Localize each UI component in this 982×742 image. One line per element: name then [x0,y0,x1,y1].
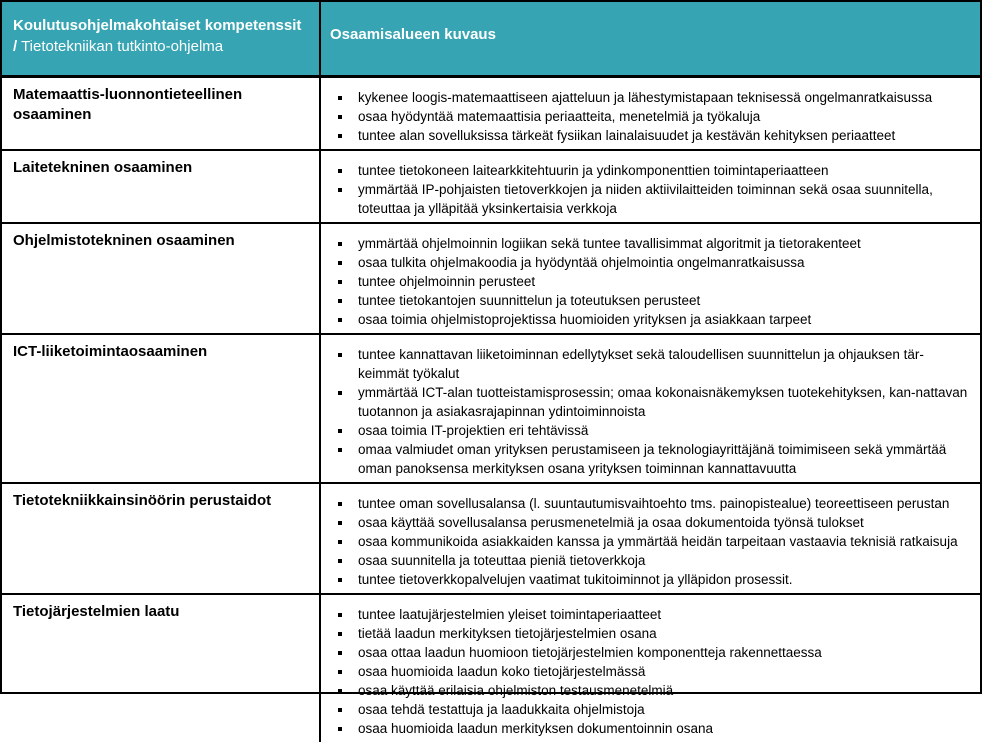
header-competences-title: Koulutusohjelmakohtaiset kompetenssit [13,17,302,34]
table-row [2,333,980,482]
competence-title: Ohjelmistotekninen osaaminen [13,232,235,249]
description-cell [321,151,980,222]
bullet-item [321,719,970,738]
description-bullet-list [321,88,970,145]
table-row [2,149,980,222]
bullet-item [321,107,970,126]
bullet-text: tuntee tietokoneen laitearkkitehtuurin ja ydinkomponenttien toimintaperiaatteen [358,163,829,178]
header-program-name: Tietotekniikan tutkinto-ohjelma [21,38,224,55]
bullet-text: tuntee tietoverkkopalvelujen vaatimat tukitoiminnot ja ylläpidon prosessit. [358,572,793,587]
bullet-text: osaa toimia IT-projektien eri tehtävissä [358,423,589,438]
bullet-text: osaa käyttää sovellusalansa perusmenetelmiä ja osaa dokumentoida työnsä tulokset [358,515,864,530]
description-bullet-list [321,161,970,218]
bullet-item [321,383,970,421]
bullet-text: kykenee loogis-matemaattiseen ajatteluun ja lähestymistapaan teknisessä ongelmanratkaisussa [358,90,933,105]
bullet-item [321,681,970,700]
bullet-text: osaa ottaa laadun huomioon tietojärjestelmien komponentteja rakennettaessa [358,645,822,660]
table-row [2,78,980,149]
bullet-item [321,624,970,643]
description-bullet-list [321,605,970,738]
bullet-item [321,662,970,681]
bullet-text: tuntee oman sovellusalansa (l. suuntautumisvaihtoehto tms. painopistealue) teoreettiseen perustan [358,496,950,511]
description-cell [321,484,980,593]
bullet-text: osaa huomioida laadun merkityksen dokumentoinnin osana [358,721,713,736]
header-description-title: Osaamisalueen kuvaus [330,26,496,43]
bullet-item [321,345,970,383]
bullet-item [321,440,970,478]
bullet-text: omaa valmiudet oman yrityksen perustamiseen ja teknologiayrittäjänä toimimiseen sekä ymmärtää oman panoksensa merkityksen osana yrityksen toiminnan kannattavuutta [358,442,947,476]
bullet-item [321,234,970,253]
bullet-item [321,180,970,218]
competence-title: Matemaattis-luonnontieteellinen osaaminen [13,86,243,123]
competence-cell [2,335,321,482]
header-cell-description [321,2,980,75]
bullet-text: ymmärtää IP-pohjaisten tietoverkkojen ja niiden aktiivilaitteiden toiminnan sekä osaa suunnitella, toteuttaa ja ylläpitää yksinkertaisia verkkoja [358,182,933,216]
bullet-item [321,551,970,570]
description-bullet-list [321,234,970,329]
competence-title: ICT-liiketoimintaosaaminen [13,343,208,360]
table-header-row [2,2,980,78]
table-body [2,78,980,742]
bullet-item [321,253,970,272]
bullet-text: osaa tulkita ohjelmakoodia ja hyödyntää ohjelmointia ongelmanratkaisussa [358,255,805,270]
header-cell-competences [2,2,321,75]
bullet-text: tuntee kannattavan liiketoiminnan edellytykset sekä taloudellisen suunnittelun ja ohjauksen tär-keimmät työkalut [358,347,924,381]
bullet-item [321,513,970,532]
description-cell [321,595,980,742]
competence-title: Laitetekninen osaaminen [13,159,193,176]
description-cell [321,224,980,333]
bullet-item [321,494,970,513]
bullet-text: osaa käyttää erilaisia ohjelmiston testausmenetelmiä [358,683,674,698]
competence-cell [2,595,321,742]
competence-cell [2,78,321,149]
bullet-text: tuntee tietokantojen suunnittelun ja toteutuksen perusteet [358,293,701,308]
description-bullet-list [321,494,970,589]
bullet-text: osaa huomioida laadun koko tietojärjestelmässä [358,664,646,679]
bullet-item [321,310,970,329]
table-row [2,482,980,593]
bullet-text: osaa hyödyntää matemaattisia periaatteita, menetelmiä ja työkaluja [358,109,761,124]
table-row [2,222,980,333]
bullet-item [321,570,970,589]
header-program-slash: / [13,38,18,55]
bullet-text: osaa suunnitella ja toteuttaa pieniä tietoverkkoja [358,553,646,568]
bullet-item [321,126,970,145]
bullet-text: tuntee ohjelmoinnin perusteet [358,274,536,289]
bullet-text: ymmärtää ICT-alan tuotteistamisprosessin; omaa kokonaisnäkemyksen tuotekehityksen, kan-nattavan tuotannon ja asiakasrajapinnan ydintoiminnoista [358,385,968,419]
bullet-text: tuntee laatujärjestelmien yleiset toimintaperiaatteet [358,607,662,622]
competence-title: Tietotekniikkainsinöörin perustaidot [13,492,272,509]
bullet-item [321,532,970,551]
bullet-item [321,421,970,440]
bullet-text: ymmärtää ohjelmoinnin logiikan sekä tuntee tavallisimmat algoritmit ja tietorakenteet [358,236,861,251]
bullet-item [321,291,970,310]
bullet-item [321,272,970,291]
bullet-item [321,643,970,662]
bullet-item [321,700,970,719]
description-bullet-list [321,345,970,478]
bullet-text: osaa tehdä testattuja ja laadukkaita ohjelmistoja [358,702,645,717]
competence-cell [2,484,321,593]
bullet-item [321,161,970,180]
bullet-item [321,88,970,107]
bullet-text: osaa toimia ohjelmistoprojektissa huomioiden yrityksen ja asiakkaan tarpeet [358,312,812,327]
table-row [2,593,980,742]
bullet-item [321,605,970,624]
bullet-text: tietää laadun merkityksen tietojärjestelmien osana [358,626,657,641]
description-cell [321,78,980,149]
competence-cell [2,224,321,333]
bullet-text: tuntee alan sovelluksissa tärkeät fysiikan lainalaisuudet ja kestävän kehityksen periaatteet [358,128,896,143]
competence-cell [2,151,321,222]
competence-title: Tietojärjestelmien laatu [13,603,180,620]
bullet-text: osaa kommunikoida asiakkaiden kanssa ja ymmärtää heidän tarpeitaan vastaavia teknisiä ratkaisuja [358,534,958,549]
description-cell [321,335,980,482]
